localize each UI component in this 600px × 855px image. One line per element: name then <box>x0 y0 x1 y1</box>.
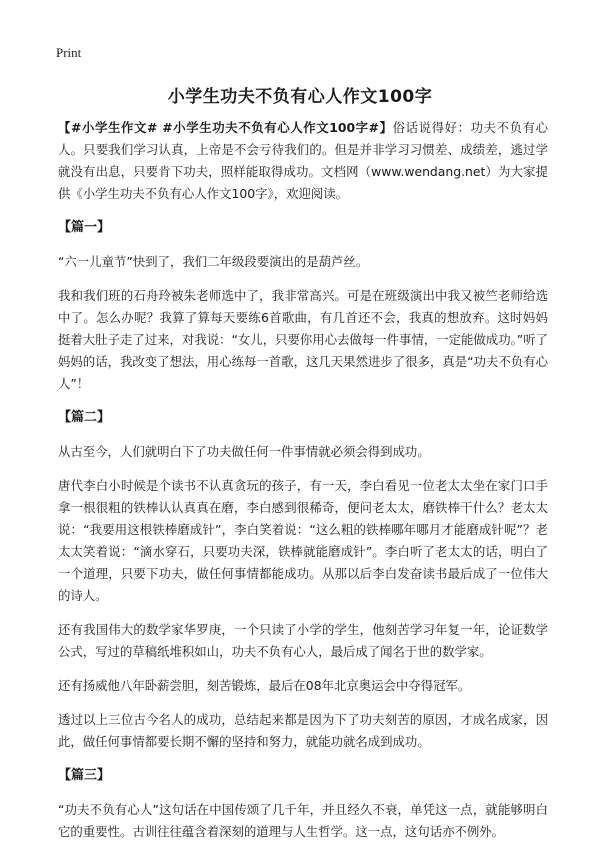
section-3-paragraph: “功夫不负有心人”这句话在中国传颂了几千年，并且经久不衰，单凭这一点，就能够明白它的重要性。古训往往蕴含着深刻的道理与人生哲学。这一点，这句话亦不例外。 <box>58 802 548 839</box>
section-2-paragraph: 还有我国伟大的数学家华罗庚，一个只读了小学的学生，他刻苦学习年复一年，论证数学公式，写过的草稿纸堆积如山，功夫不负有心人，最后成了闻名于世的数学家。 <box>58 622 548 659</box>
intro-tags: 【#小学生作文# #小学生功夫不负有心人作文100字#】 <box>58 120 393 135</box>
article-body <box>58 117 548 855</box>
section-2-paragraph: 唐代李白小时候是个读书不认真贪玩的孩子，有一天，李白看见一位老太太坐在家门口手拿一根很粗的铁棒认认真真在磨，李白感到很稀奇，便问老太太，磨铁棒干什么？老太太说：“我要用这根铁棒磨成针”，李白笑着说：“这么粗的铁棒哪年哪月才能磨成针呢”？老太太笑着说：“滴水穿石，只要功夫深，铁棒就能磨成针”。李白听了老太太的话，明白了一个道理，只要下功夫，做任何事情都能成功。从那以后李白发奋读书最后成了一位伟大的诗人。 <box>58 478 548 603</box>
intro-text: 俗话说得好：功夫不负有心人。只要我们学习认真，上帝是不会亏待我们的。但是并非学习习惯差、成绩差，逃过学就没有出息，只要肯下功夫，照样能取得成功。文档网（www.wendang.net）为大家提供《小学生功夫不负有心人作文100字》，欢迎阅读。 <box>58 120 548 201</box>
print-link[interactable]: Print <box>56 45 82 60</box>
section-2-paragraph: 透过以上三位古今名人的成功，总结起来都是因为下了功夫刻苦的原因，才成名成家，因此，做任何事情都要长期不懈的坚持和努力，就能功就名成到成功。 <box>58 712 548 749</box>
section-heading-3: 【篇三】 <box>58 768 111 783</box>
section-2-paragraph: 从古至今，人们就明白下了功夫做任何一件事情就必须会得到成功。 <box>58 444 430 459</box>
section-heading-1: 【篇一】 <box>58 220 111 235</box>
section-2-paragraph: 还有扬威他八年卧薪尝胆，刻苦锻炼，最后在08年北京奥运会中夺得冠军。 <box>58 678 471 693</box>
section-1-paragraph: 我和我们班的石舟玲被朱老师选中了，我非常高兴。可是在班级演出中我又被竺老师给选中了。怎么办呢？我算了算每天要练6首歌曲，有几首还不会，我真的想放弃。这时妈妈挺着大肚子走了过来，对我说：“女儿，只要你用心去做每一件事情，一定能做成功。”听了妈妈的话，我改变了想法，用心练每一首歌，这几天果然进步了很多，真是“功夫不负有心人”！ <box>58 288 548 391</box>
section-1-paragraph: “六一儿童节”快到了，我们二年级段要演出的是葫芦丝。 <box>58 254 369 269</box>
section-heading-2: 【篇二】 <box>58 410 111 425</box>
page-title: 小学生功夫不负有心人作文100字 <box>167 87 433 107</box>
intro-paragraph <box>58 117 548 205</box>
